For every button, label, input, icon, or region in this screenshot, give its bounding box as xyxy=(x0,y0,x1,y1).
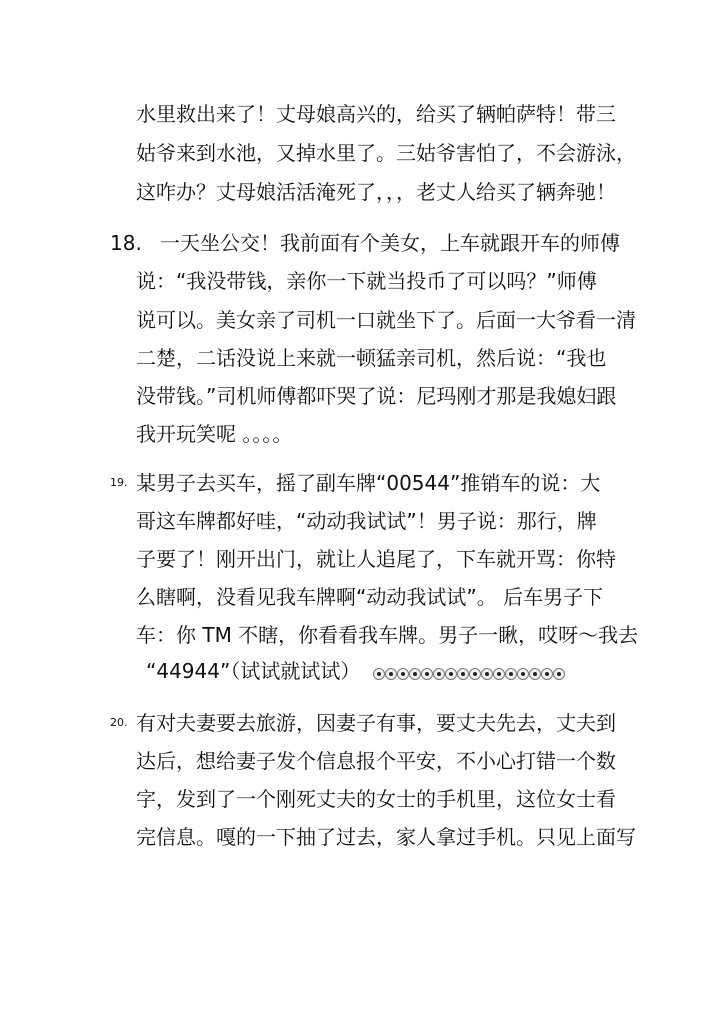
text-line: 二楚，二话没说上来就一顿猛亲司机，然后说：“我也 xyxy=(136,346,607,370)
text-line: 这咋办？丈母娘活活淹死了，，，老丈人给买了辆奔驰！ xyxy=(136,180,616,204)
item-number: 18. xyxy=(110,231,142,255)
text-line: 某男子去买车，摇了副车牌“00544”推销车的说：大 xyxy=(136,471,601,495)
text-line: 说：“我没带钱，亲你一下就当投币了可以吗？”师傅 xyxy=(136,269,597,293)
eyes-emoji-icon xyxy=(373,660,565,686)
text-line: 没带钱。”司机师傅都吓哭了说：尼玛刚才那是我媳妇跟 xyxy=(136,384,617,408)
text-line: 字，发到了一个刚死丈夫的女士的手机里，这位女士看 xyxy=(136,787,616,811)
text-line: 一天坐公交！我前面有个美女，上车就跟开车的师傅 xyxy=(160,231,620,255)
item-number: 19. xyxy=(110,476,128,489)
text-line: 完信息。嘎的一下抽了过去，家人拿过手机。只见上面写 xyxy=(136,825,636,849)
text-line: 子要了！刚开出门，就让人追尾了，下车就开骂：你特 xyxy=(136,547,616,571)
text-line: 姑爷来到水池，又掉水里了。三姑爷害怕了，不会游泳， xyxy=(136,141,636,165)
text-line: “44944”（试试就试试） xyxy=(146,659,361,683)
text-line: 有对夫妻要去旅游，因妻子有事，要丈夫先去，丈夫到 xyxy=(136,711,616,735)
text-line: 达后，想给妻子发个信息报个平安，不小心打错一个数 xyxy=(136,749,616,773)
text-line: 哥这车牌都好哇，“动动我试试”！男子说：那行，牌 xyxy=(136,509,597,533)
text-line: 车：你 TM 不瞎，你看看我车牌。男子一瞅，哎呀～我去 xyxy=(136,623,639,647)
text-line: 水里救出来了！丈母娘高兴的，给买了辆帕萨特！带三 xyxy=(136,102,616,126)
text-line-with-emoji xyxy=(146,658,565,686)
text-line: 说可以。美女亲了司机一口就坐下了。后面一大爷看一清 xyxy=(136,308,636,332)
item-number: 20. xyxy=(110,716,128,729)
text-line: 么瞎啊，没看见我车牌啊“动动我试试”。 后车男子下 xyxy=(136,585,604,609)
text-line: 我开玩笑呢 。。。。 xyxy=(136,422,293,446)
